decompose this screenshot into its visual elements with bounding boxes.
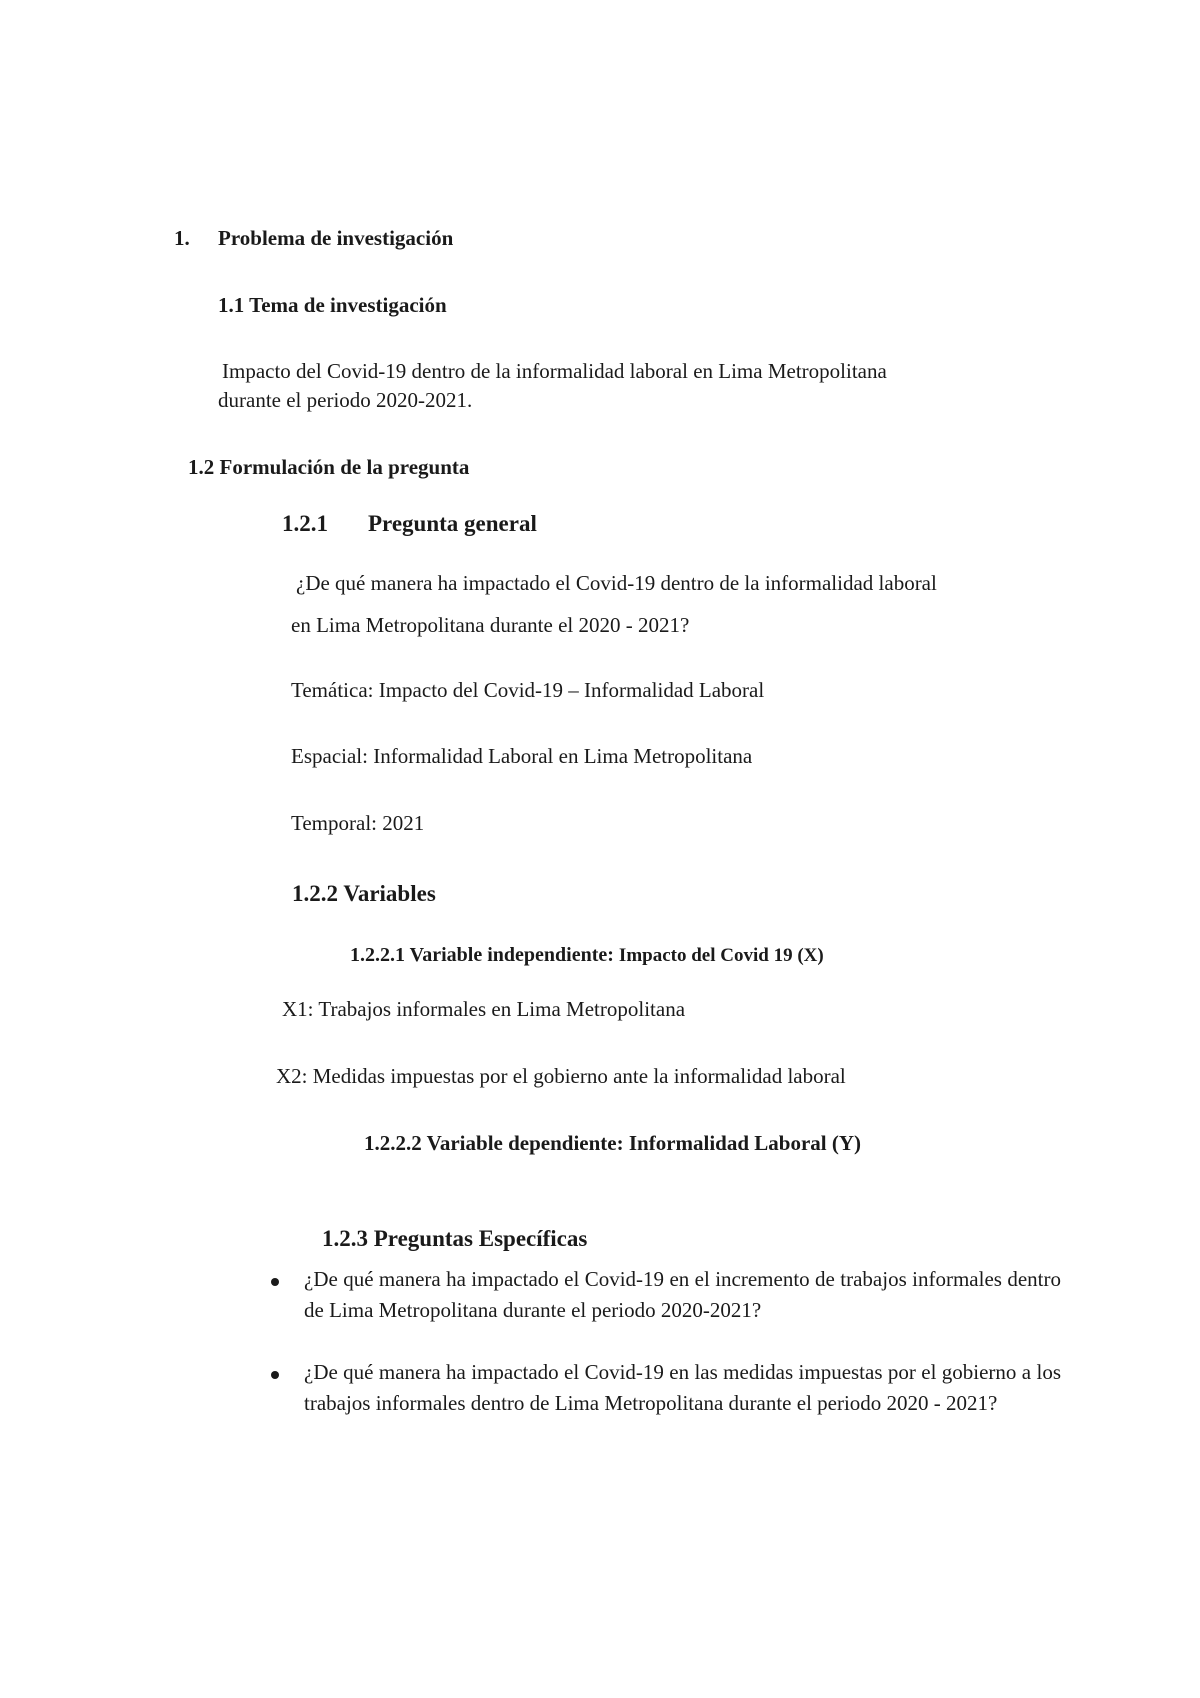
heading-1-title: Problema de investigación [218,226,454,250]
independent-variable-line [350,942,824,969]
specific-question-2: ¿De qué manera ha impactado el Covid-19 en las medidas impuestas por el gobierno a los trabajos informales dentro de Lima Metropolitana durante el periodo 2020 - 2021? [304,1360,1061,1415]
heading-1-number: 1. [174,226,190,250]
heading-1-2-1-number: 1.2.1 [282,511,328,536]
heading-1-1: 1.1 Tema de investigación [218,293,447,317]
x2-text: X2: Medidas impuestas por el gobierno ante la informalidad laboral [276,1064,846,1088]
independent-variable-value: Impacto del Covid 19 (X) [618,945,824,966]
bullet-icon [271,1371,279,1379]
temporal-text: Temporal: 2021 [291,811,425,835]
general-question-line-1: ¿De qué manera ha impactado el Covid-19 dentro de la informalidad laboral [296,571,937,595]
espacial-text: Espacial: Informalidad Laboral en Lima Metropolitana [291,744,753,768]
topic-line-1: Impacto del Covid-19 dentro de la informalidad laboral en Lima Metropolitana [222,359,887,383]
heading-1-2-3: 1.2.3 Preguntas Específicas [322,1226,588,1251]
heading-1-2-1-title: Pregunta general [368,511,537,536]
x1-text: X1: Trabajos informales en Lima Metropolitana [282,997,686,1021]
heading-1-2-2: 1.2.2 Variables [292,881,436,906]
general-question-line-2: en Lima Metropolitana durante el 2020 - 2021? [291,613,690,637]
tematica-text: Temática: Impacto del Covid-19 – Informalidad Laboral [291,678,765,702]
topic-line-2: durante el periodo 2020-2021. [218,388,473,412]
heading-1-2: 1.2 Formulación de la pregunta [188,455,470,479]
specific-question-1: ¿De qué manera ha impactado el Covid-19 en el incremento de trabajos informales dentro de Lima Metropolitana durante el periodo 2020-2021? [304,1267,1061,1322]
dependent-variable-text: 1.2.2.2 Variable dependiente: Informalidad Laboral (Y) [364,1131,862,1155]
bullet-icon [271,1278,279,1286]
independent-variable-label: 1.2.2.1 Variable independiente: [350,944,614,966]
